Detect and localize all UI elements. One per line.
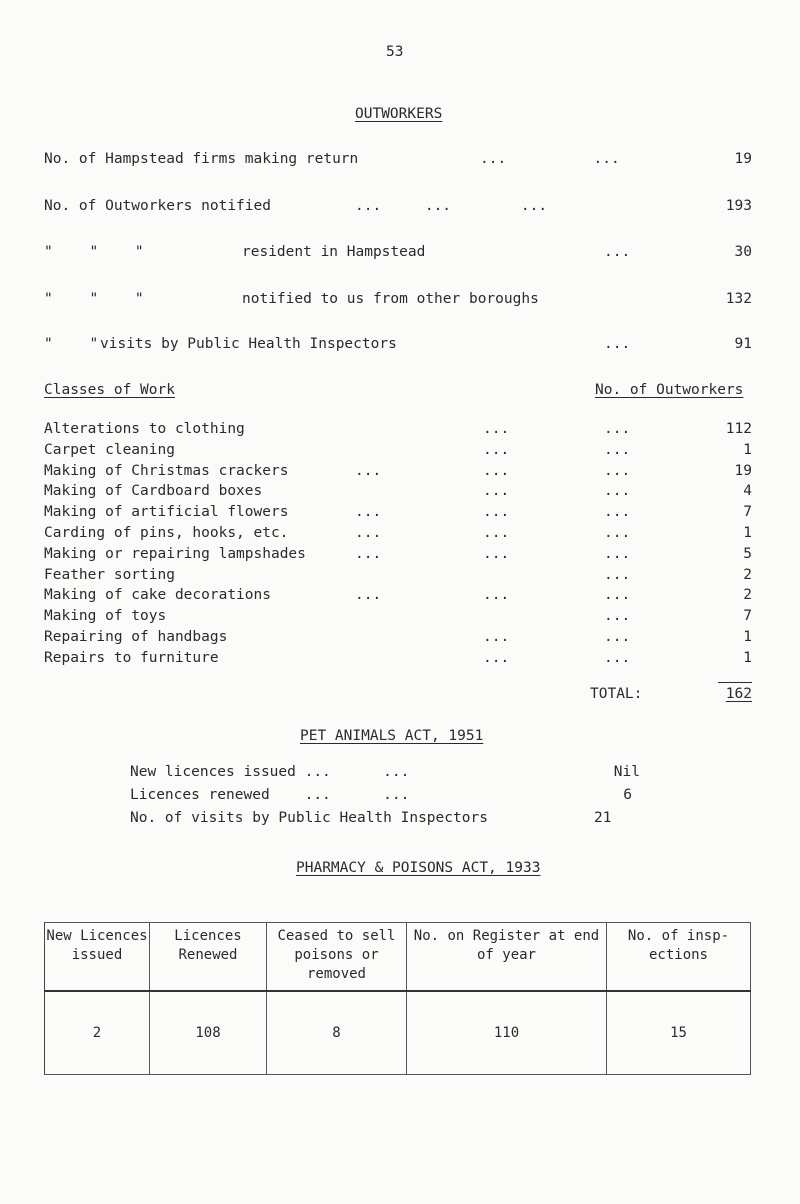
classes-heading: Classes of Work — [44, 382, 175, 398]
leader-dots: ... — [604, 504, 631, 521]
class-label: Feather sorting — [44, 566, 175, 583]
pet-row-label: Licences renewed ... ... — [130, 787, 410, 803]
class-value: 2 — [743, 566, 752, 583]
summary-value: 132 — [725, 291, 752, 307]
class-value: 19 — [734, 462, 752, 479]
class-label: Making of Cardboard boxes — [44, 483, 263, 500]
summary-label: notified to us from other boroughs — [242, 291, 539, 307]
class-label: Alterations to clothing — [44, 421, 245, 437]
total-label: TOTAL: — [590, 686, 643, 702]
pharmacy-heading: PHARMACY & POISONS ACT, 1933 — [296, 860, 541, 876]
table-cell: 15 — [607, 991, 751, 1075]
leader-dots: ... — [604, 483, 631, 500]
ditto-marks: " " " — [44, 291, 158, 307]
summary-dots: ... ... — [480, 151, 620, 167]
leader-dots: ... — [604, 525, 631, 541]
summary-value: 19 — [734, 151, 752, 167]
ditto-marks: " " " — [44, 244, 158, 260]
leader-dots: ... — [604, 421, 631, 437]
leader-dots: ... — [604, 649, 631, 666]
summary-label: resident in Hampstead — [242, 244, 426, 260]
table-header-row — [45, 923, 751, 992]
table-cell: 110 — [407, 991, 607, 1075]
outworkers-heading: OUTWORKERS — [355, 106, 443, 122]
summary-value: 91 — [734, 336, 752, 352]
leader-dots: ... — [483, 587, 510, 604]
leader-dots: ... — [355, 587, 382, 604]
leader-dots: ... — [355, 462, 382, 479]
pet-animals-heading: PET ANIMALS ACT, 1951 — [300, 728, 484, 744]
leader-dots: ... — [604, 587, 631, 604]
leader-dots: ... — [355, 545, 382, 562]
leader-dots: ... — [604, 608, 631, 625]
class-label: Repairs to furniture — [44, 649, 219, 666]
leader-dots: ... — [604, 462, 631, 479]
class-label: Carpet cleaning — [44, 441, 175, 458]
pet-row-value: 6 — [623, 787, 632, 803]
leader-dots: ... — [483, 504, 510, 521]
class-label: Making of Christmas crackers — [44, 462, 289, 479]
table-header-cell: Ceased to sell poisons or removed — [267, 923, 407, 992]
table-cell: 108 — [150, 991, 267, 1075]
class-value: 5 — [743, 545, 752, 562]
class-value: 1 — [743, 629, 752, 645]
summary-dots: ... — [604, 244, 631, 260]
class-label: Making or repairing lampshades — [44, 545, 306, 562]
leader-dots: ... — [483, 545, 510, 562]
summary-value: 193 — [725, 198, 752, 214]
leader-dots: ... — [604, 629, 631, 645]
leader-dots: ... — [483, 441, 510, 458]
leader-dots: ... — [483, 483, 510, 500]
class-value: 1 — [743, 441, 752, 458]
class-label: Making of cake decorations — [44, 587, 271, 604]
summary-dots: ... ... ... — [355, 198, 548, 214]
pet-row-label: New licences issued ... ... — [130, 764, 410, 780]
leader-dots: ... — [355, 504, 382, 521]
class-label: Making of toys — [44, 608, 167, 625]
table-cell: 8 — [267, 991, 407, 1075]
table-header-cell: No. of insp- ections — [607, 923, 751, 992]
page-number: 53 — [386, 44, 404, 60]
class-label: Carding of pins, hooks, etc. — [44, 525, 289, 541]
leader-dots: ... — [483, 649, 510, 666]
summary-label: visits by Public Health Inspectors — [100, 336, 397, 352]
leader-dots: ... — [483, 421, 510, 437]
summary-label: No. of Outworkers notified — [44, 198, 271, 214]
pet-row-value: 21 — [594, 810, 612, 826]
pet-row-value: Nil — [613, 764, 640, 780]
outworkers-count-heading: No. of Outworkers — [595, 382, 744, 398]
table-cell: 2 — [45, 991, 150, 1075]
class-value: 2 — [743, 587, 752, 604]
class-value: 7 — [743, 608, 752, 625]
pharmacy-table — [44, 922, 751, 1075]
class-value: 4 — [743, 483, 752, 500]
class-label: Repairing of handbags — [44, 629, 228, 645]
ditto-marks: " " — [44, 336, 113, 352]
class-value: 1 — [743, 649, 752, 666]
total-value: 162 — [725, 686, 752, 702]
leader-dots: ... — [483, 629, 510, 645]
class-value: 7 — [743, 504, 752, 521]
summary-label: No. of Hampstead firms making return — [44, 151, 359, 167]
class-value: 112 — [725, 421, 752, 437]
table-header-cell: No. on Register at end of year — [407, 923, 607, 992]
leader-dots: ... — [355, 525, 382, 541]
leader-dots: ... — [604, 566, 631, 583]
class-value: 1 — [743, 525, 752, 541]
class-label: Making of artificial flowers — [44, 504, 289, 521]
total-rule — [718, 682, 752, 683]
summary-value: 30 — [734, 244, 752, 260]
leader-dots: ... — [604, 441, 631, 458]
table-header-cell: Licences Renewed — [150, 923, 267, 992]
leader-dots: ... — [604, 545, 631, 562]
table-header-cell: New Licences issued — [45, 923, 150, 992]
table-row — [45, 991, 751, 1075]
summary-dots: ... — [604, 336, 631, 352]
leader-dots: ... — [483, 462, 510, 479]
pet-row-label: No. of visits by Public Health Inspectors — [130, 810, 488, 826]
leader-dots: ... — [483, 525, 510, 541]
